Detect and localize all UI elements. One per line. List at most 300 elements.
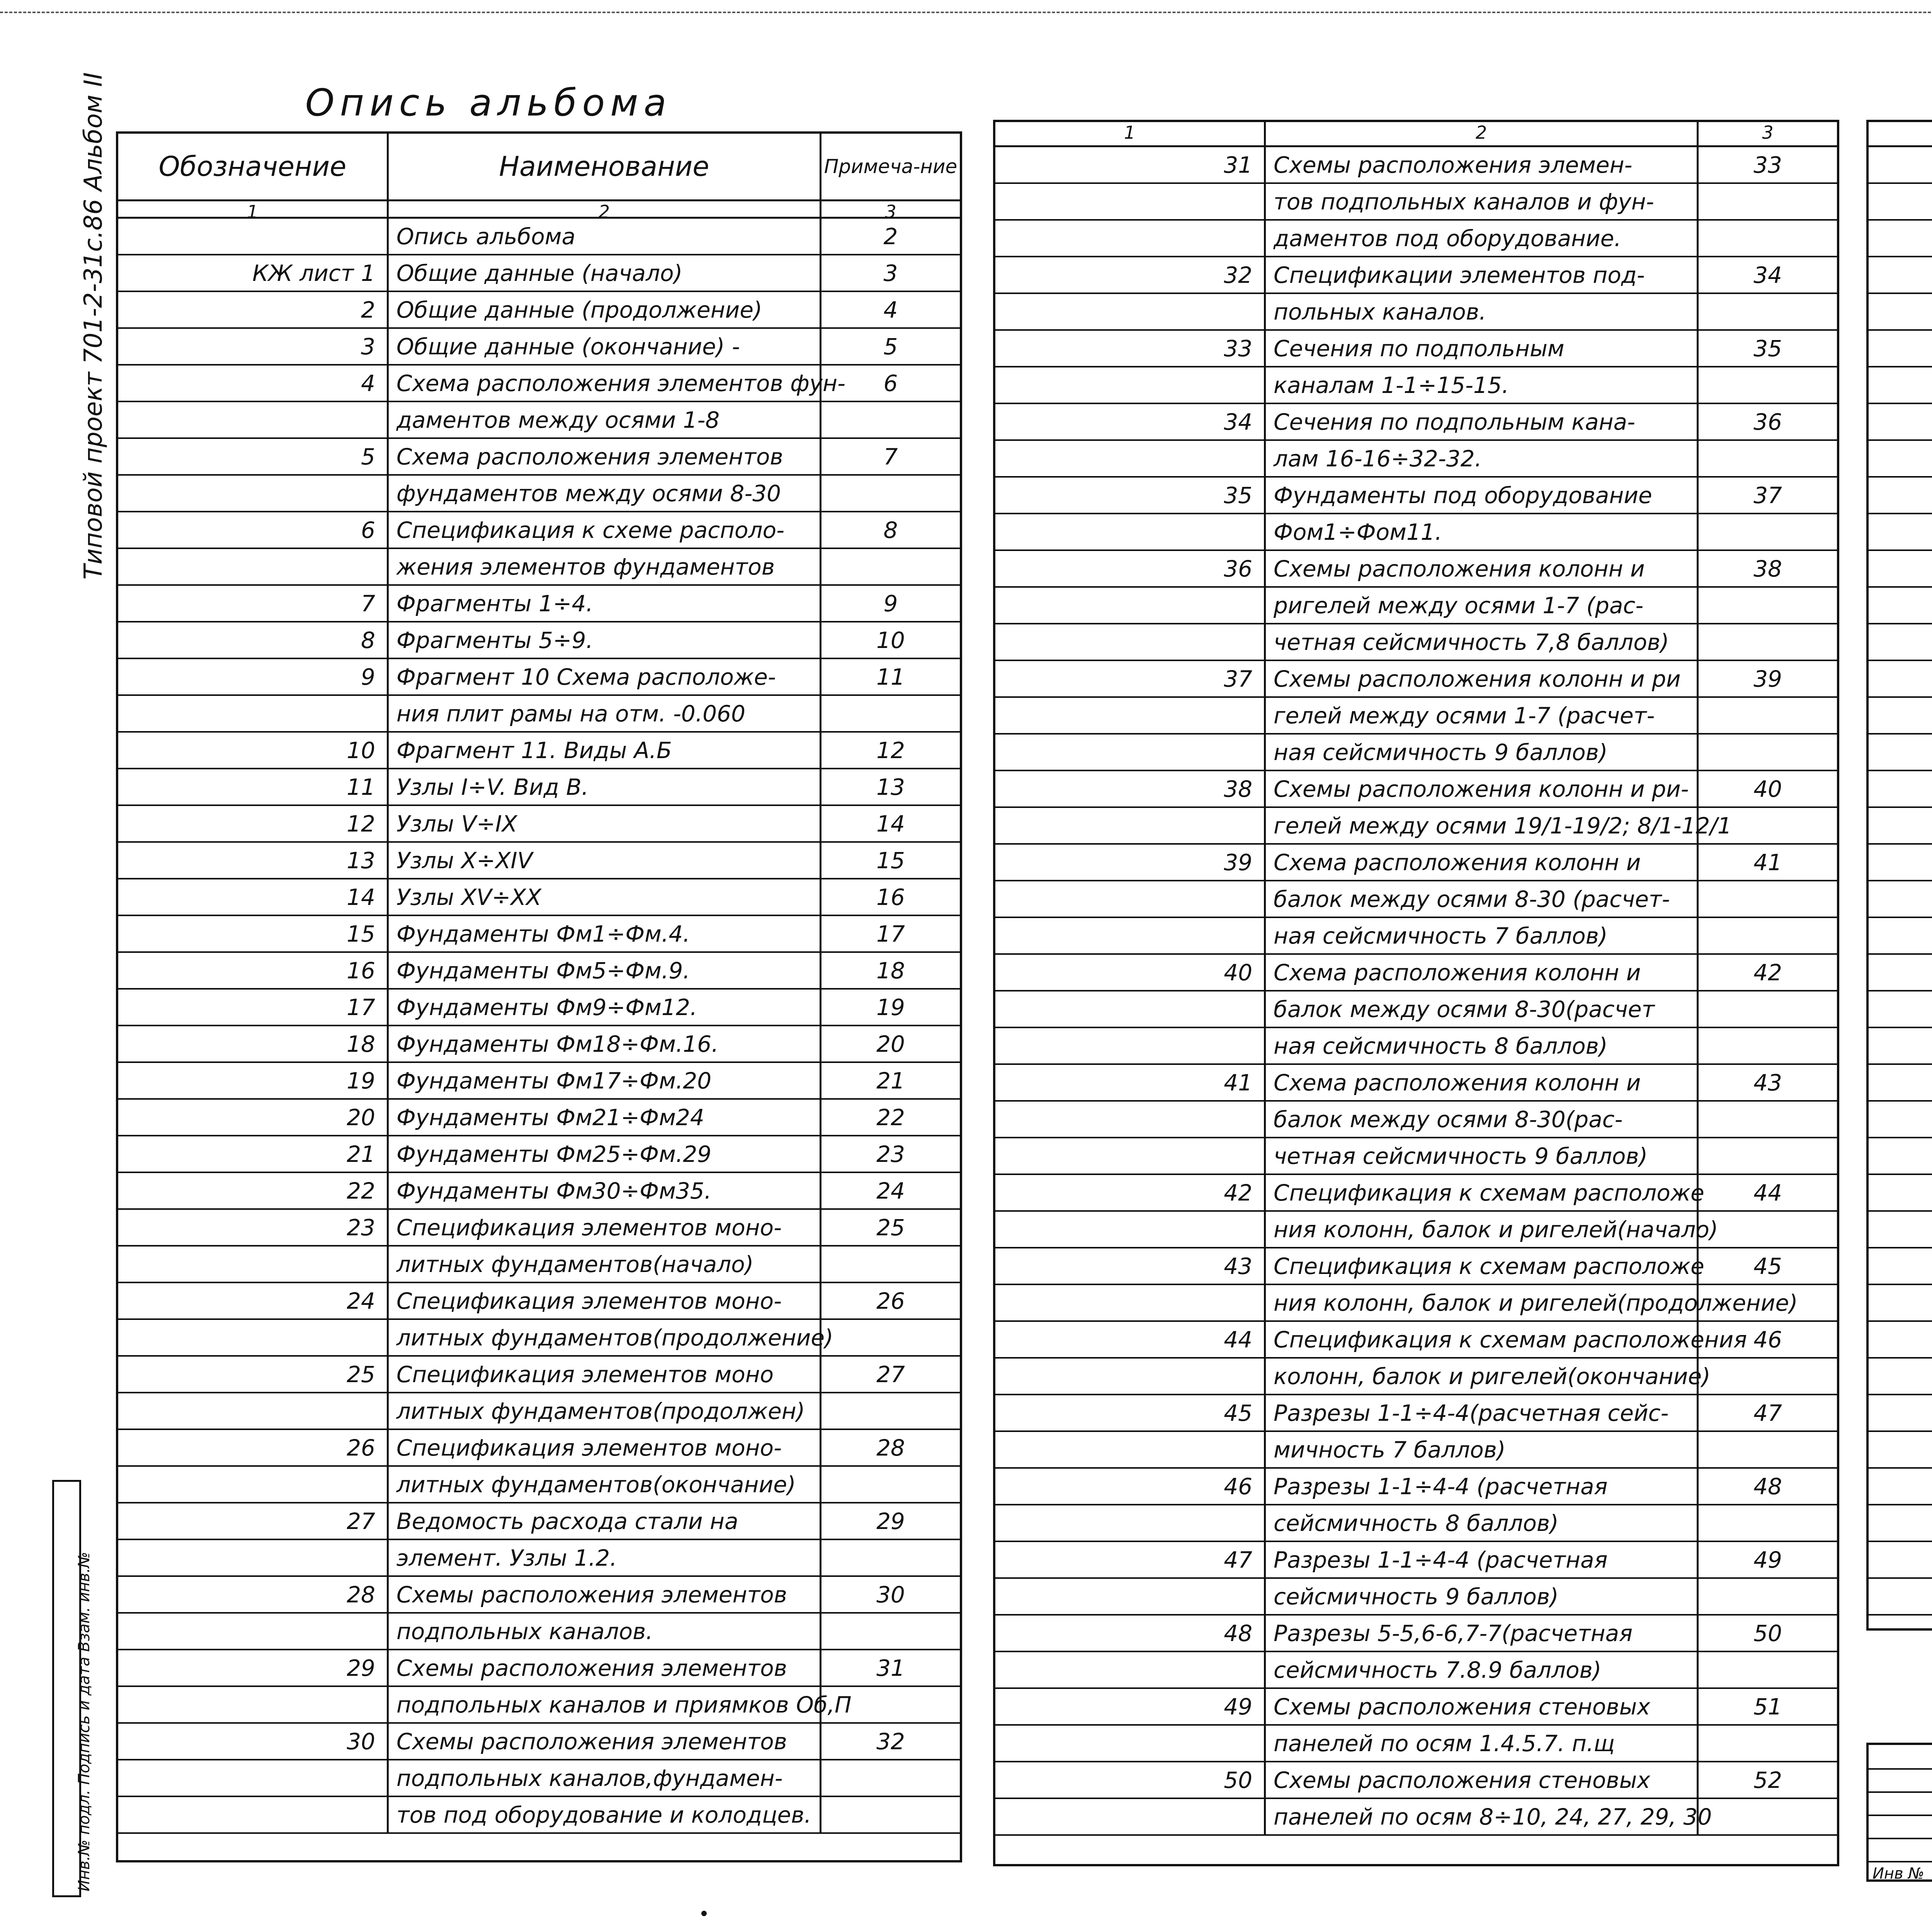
cell-name: Спецификация элементов моно- xyxy=(389,1283,821,1318)
cell-name: тов подпольных каналов и фун- xyxy=(1266,184,1699,219)
cell-designation: 12 xyxy=(118,806,389,841)
table-row xyxy=(995,441,1837,478)
cell-designation xyxy=(118,1320,389,1355)
table-album-list-2-body xyxy=(995,122,1837,1836)
cell-note: 44 xyxy=(1753,1179,1782,1206)
cell-designation xyxy=(1869,1248,1932,1284)
table-row xyxy=(995,1432,1837,1469)
cell-designation xyxy=(1869,147,1932,182)
table-row xyxy=(995,735,1837,771)
cell-designation xyxy=(1869,1505,1932,1541)
cell-designation xyxy=(118,476,389,511)
cell-note: 47 xyxy=(1753,1400,1782,1426)
cell-note: 7 xyxy=(883,443,898,470)
cell-designation xyxy=(995,918,1266,953)
cell-name: Узлы X÷XIV xyxy=(389,843,821,878)
cell-designation xyxy=(1869,551,1932,586)
cell-name: Общие данные (окончание) - xyxy=(389,329,821,364)
cut-line-top xyxy=(0,12,1932,13)
cell-name: подпольных каналов. xyxy=(389,1614,821,1649)
cell-designation xyxy=(995,367,1266,403)
table-row xyxy=(995,478,1837,514)
cell-designation: 25 xyxy=(118,1357,389,1392)
cell-note: 41 xyxy=(1753,849,1782,876)
table-row xyxy=(995,1212,1837,1248)
table-row xyxy=(118,1210,960,1247)
table-row xyxy=(118,1540,960,1577)
table-row xyxy=(118,1797,960,1834)
cell-designation xyxy=(995,808,1266,843)
cell-designation: 49 xyxy=(995,1689,1266,1724)
cell-designation: 11 xyxy=(118,769,389,804)
cell-name: четная сейсмичность 7,8 баллов) xyxy=(1266,624,1699,660)
cell-note: 12 xyxy=(876,737,905,764)
cell-note: 13 xyxy=(876,774,905,800)
table-row xyxy=(118,1320,960,1357)
cell-name: Фундаменты Фм17÷Фм.20 xyxy=(389,1063,821,1098)
cell-name: Схемы расположения стеновых xyxy=(1266,1762,1699,1798)
cell-note: 4 xyxy=(883,296,898,323)
cell-name: подпольных каналов,фундамен- xyxy=(389,1760,821,1796)
cell-note xyxy=(1699,221,1837,256)
table-row xyxy=(118,1577,960,1614)
cell-designation: 21 xyxy=(118,1136,389,1172)
cell-name: ригелей между осями 1-7 (рас- xyxy=(1266,588,1699,623)
cell-designation xyxy=(1869,441,1932,476)
cell-designation: 26 xyxy=(118,1430,389,1465)
cell-designation: 43 xyxy=(995,1248,1266,1284)
cell-name: каналам 1-1÷15-15. xyxy=(1266,367,1699,403)
cell-note: 33 xyxy=(1753,151,1782,178)
table-row xyxy=(995,294,1837,331)
table-row xyxy=(118,1100,960,1136)
cell-note xyxy=(821,1393,960,1429)
cell-note xyxy=(1699,367,1837,403)
col-header-designation: Обозначение xyxy=(118,134,389,199)
table-row xyxy=(995,1102,1837,1138)
cell-designation xyxy=(1869,881,1932,917)
table-row xyxy=(118,1063,960,1100)
cell-name: Узлы I÷V. Вид В. xyxy=(389,769,821,804)
table-row xyxy=(1869,1248,1932,1285)
cell-designation: 2 xyxy=(118,292,389,327)
cell-note: 21 xyxy=(876,1067,905,1094)
table-row xyxy=(1869,1028,1932,1065)
cell-note: 37 xyxy=(1753,482,1782,509)
table-row xyxy=(995,1689,1837,1726)
approval-stamp-text: Инв.№ подл. Подпись и дата Взам. инв.№ xyxy=(75,1552,93,1891)
cell-note: 17 xyxy=(876,920,905,947)
table-row xyxy=(1869,771,1932,808)
cell-note xyxy=(821,1797,960,1832)
cell-designation xyxy=(1869,1322,1932,1357)
table-row xyxy=(1869,184,1932,221)
table-row xyxy=(118,549,960,586)
cell-name: Разрезы 1-1÷4-4(расчетная сейс- xyxy=(1266,1395,1699,1430)
cell-note: 24 xyxy=(876,1177,905,1204)
cell-designation xyxy=(995,1138,1266,1173)
table-row xyxy=(1869,478,1932,514)
cell-note xyxy=(821,476,960,511)
cell-note: 50 xyxy=(1753,1620,1782,1646)
cell-name: сейсмичность 7.8.9 баллов) xyxy=(1266,1652,1699,1687)
cell-designation xyxy=(1869,404,1932,439)
cell-name: Узлы V÷IX xyxy=(389,806,821,841)
cell-designation xyxy=(995,1652,1266,1687)
table-row xyxy=(995,367,1837,404)
cell-name: Спецификация к схемам расположения xyxy=(1266,1322,1699,1357)
cell-designation xyxy=(995,441,1266,476)
cell-designation xyxy=(1869,1102,1932,1137)
cell-name: литных фундаментов(окончание) xyxy=(389,1467,821,1502)
cell-note: 45 xyxy=(1753,1253,1782,1279)
cell-note xyxy=(1699,441,1837,476)
table-row xyxy=(1869,367,1932,404)
table-row xyxy=(995,1285,1837,1322)
table-row xyxy=(118,1173,960,1210)
cell-note xyxy=(821,1540,960,1575)
cell-name: Схема расположения колонн и xyxy=(1266,955,1699,990)
table-row xyxy=(995,1248,1837,1285)
cell-name: Фундаменты Фм18÷Фм.16. xyxy=(389,1026,821,1061)
cell-note: 20 xyxy=(876,1031,905,1057)
table-row xyxy=(995,1395,1837,1432)
cell-note: 2 xyxy=(883,223,898,250)
cell-designation: 16 xyxy=(118,953,389,988)
table-row xyxy=(1869,551,1932,588)
cell-designation xyxy=(1869,367,1932,403)
cell-note xyxy=(1699,514,1837,549)
cell-note: 19 xyxy=(876,994,905,1020)
table-row xyxy=(1869,735,1932,771)
table-row xyxy=(995,661,1837,698)
cell-name: Схемы расположения колонн и ри- xyxy=(1266,771,1699,806)
cell-designation xyxy=(118,1797,389,1832)
cell-designation xyxy=(1869,661,1932,696)
cell-note xyxy=(1699,1799,1837,1834)
title-block-rule xyxy=(1869,1861,1932,1862)
title-block-rule xyxy=(1869,1768,1932,1770)
cell-name: Узлы XV÷XX xyxy=(389,879,821,915)
table-row xyxy=(1869,661,1932,698)
title-block-rule xyxy=(1869,1791,1932,1793)
cell-designation: 42 xyxy=(995,1175,1266,1210)
cell-note: 10 xyxy=(876,627,905,653)
table-row xyxy=(118,1247,960,1283)
cell-designation: 32 xyxy=(995,257,1266,293)
table-row xyxy=(1869,845,1932,881)
cell-designation xyxy=(995,514,1266,549)
cell-name: Фрагмент 10 Схема расположе- xyxy=(389,659,821,694)
cell-designation: 31 xyxy=(995,147,1266,182)
cell-note: 31 xyxy=(876,1655,905,1681)
cell-designation xyxy=(1869,992,1932,1027)
cell-name: литных фундаментов(продолжение) xyxy=(389,1320,821,1355)
cell-designation: 24 xyxy=(118,1283,389,1318)
cell-designation: 48 xyxy=(995,1616,1266,1651)
table-row xyxy=(118,990,960,1026)
cell-designation xyxy=(995,294,1266,329)
table-row xyxy=(1869,1285,1932,1322)
table-row xyxy=(118,806,960,843)
cell-designation xyxy=(1869,1065,1932,1100)
table-row xyxy=(1869,1102,1932,1138)
cell-note xyxy=(821,1687,960,1722)
cell-note: 38 xyxy=(1753,555,1782,582)
cell-designation xyxy=(1869,1395,1932,1430)
cell-note xyxy=(1699,698,1837,733)
cell-name: Спецификации элементов под- xyxy=(1266,257,1699,293)
cell-designation xyxy=(1869,221,1932,256)
cell-note xyxy=(1699,1212,1837,1247)
cell-name: колонн, балок и ригелей(окончание) xyxy=(1266,1359,1699,1394)
cell-name: Опись альбома xyxy=(389,219,821,254)
cell-name: ная сейсмичность 8 баллов) xyxy=(1266,1028,1699,1063)
cell-note: 43 xyxy=(1753,1069,1782,1096)
table-row xyxy=(995,1359,1837,1395)
table-row xyxy=(995,1726,1837,1762)
table-row xyxy=(995,1469,1837,1505)
cell-note: 26 xyxy=(876,1287,905,1314)
cell-note: 49 xyxy=(1753,1546,1782,1573)
cell-note xyxy=(821,1247,960,1282)
cell-name: тов под оборудование и колодцев. xyxy=(389,1797,821,1832)
table-row xyxy=(118,1393,960,1430)
table-row xyxy=(995,698,1837,735)
col-number xyxy=(1869,122,1932,145)
cell-name: Схема расположения колонн и xyxy=(1266,1065,1699,1100)
table-row xyxy=(1869,955,1932,992)
cell-name: Фрагменты 5÷9. xyxy=(389,622,821,658)
cell-designation xyxy=(995,1212,1266,1247)
cell-designation xyxy=(118,1687,389,1722)
cell-designation: 38 xyxy=(995,771,1266,806)
table-row xyxy=(1869,1322,1932,1359)
cell-name: Спецификация элементов моно- xyxy=(389,1430,821,1465)
table-row xyxy=(118,329,960,366)
cell-name: балок между осями 8-30 (расчет- xyxy=(1266,881,1699,917)
table-row xyxy=(118,1503,960,1540)
col-number: 1 xyxy=(118,201,389,217)
cell-note xyxy=(821,1760,960,1796)
cell-designation xyxy=(1869,771,1932,806)
table-row xyxy=(995,331,1837,367)
cell-note xyxy=(1699,881,1837,917)
cell-designation xyxy=(1869,478,1932,513)
cell-name: сейсмичность 9 баллов) xyxy=(1266,1579,1699,1614)
cell-designation xyxy=(118,1393,389,1429)
table-row xyxy=(995,881,1837,918)
cell-name: Общие данные (начало) xyxy=(389,255,821,291)
table-row xyxy=(995,1652,1837,1689)
cell-name: Схемы расположения элемен- xyxy=(1266,147,1699,182)
cell-designation xyxy=(995,992,1266,1027)
cell-name: панелей по осям 8÷10, 24, 27, 29, 30 xyxy=(1266,1799,1699,1834)
table-row xyxy=(118,1724,960,1760)
table-row xyxy=(995,808,1837,845)
cell-name: жения элементов фундаментов xyxy=(389,549,821,584)
cell-note: 32 xyxy=(876,1728,905,1755)
col-number: 3 xyxy=(1762,122,1774,143)
table-row xyxy=(1869,221,1932,257)
table-row xyxy=(118,1467,960,1503)
table-row xyxy=(995,624,1837,661)
cell-designation: 20 xyxy=(118,1100,389,1135)
col-header-note: Примеча-ние xyxy=(824,155,957,178)
cell-name: гелей между осями 19/1-19/2; 8/1-12/1 xyxy=(1266,808,1699,843)
cell-name: Фрагменты 1÷4. xyxy=(389,586,821,621)
cell-note: 35 xyxy=(1753,335,1782,362)
cell-name: польных каналов. xyxy=(1266,294,1699,329)
cell-note: 48 xyxy=(1753,1473,1782,1500)
table-row xyxy=(1869,1138,1932,1175)
cell-note: 6 xyxy=(883,370,898,396)
cell-designation xyxy=(1869,845,1932,880)
cell-note: 34 xyxy=(1753,262,1782,288)
cell-designation: КЖ лист 1 xyxy=(118,255,389,291)
cell-designation xyxy=(1869,1028,1932,1063)
cell-name: Фундаменты Фм5÷Фм.9. xyxy=(389,953,821,988)
cell-note xyxy=(821,549,960,584)
cell-name: Сечения по подпольным кана- xyxy=(1266,404,1699,439)
cell-note xyxy=(1699,624,1837,660)
cell-name: Фундаменты Фм30÷Фм35. xyxy=(389,1173,821,1208)
cell-designation: 8 xyxy=(118,622,389,658)
col-number-row xyxy=(995,122,1837,147)
table-row xyxy=(118,879,960,916)
cell-designation: 17 xyxy=(118,990,389,1025)
table-row xyxy=(995,845,1837,881)
cell-designation: 6 xyxy=(118,512,389,548)
cell-name: ния колонн, балок и ригелей(продолжение) xyxy=(1266,1285,1699,1320)
table-row xyxy=(118,402,960,439)
cell-designation: 40 xyxy=(995,955,1266,990)
cell-note xyxy=(1699,808,1837,843)
table-row xyxy=(1869,1395,1932,1432)
cell-designation xyxy=(995,184,1266,219)
cell-name: Фундаменты Фм1÷Фм.4. xyxy=(389,916,821,951)
cell-name: Схемы расположения колонн и ри xyxy=(1266,661,1699,696)
table-row xyxy=(995,1175,1837,1212)
cell-name: Спецификация к схемам расположе xyxy=(1266,1175,1699,1210)
cell-name: Общие данные (продолжение) xyxy=(389,292,821,327)
cell-name: ния плит рамы на отм. -0.060 xyxy=(389,696,821,731)
cell-designation: 22 xyxy=(118,1173,389,1208)
cell-designation xyxy=(118,402,389,437)
table-row xyxy=(995,1138,1837,1175)
table-row xyxy=(1869,1065,1932,1102)
cell-name: мичность 7 баллов) xyxy=(1266,1432,1699,1467)
cell-name: Разрезы 1-1÷4-4 (расчетная xyxy=(1266,1469,1699,1504)
cell-name: даментов между осями 1-8 xyxy=(389,402,821,437)
col-number: 1 xyxy=(995,122,1266,145)
cell-designation: 7 xyxy=(118,586,389,621)
table-row xyxy=(118,255,960,292)
album-title: Опись альбома xyxy=(305,81,672,124)
cell-note: 9 xyxy=(883,590,898,617)
table-row xyxy=(1869,1212,1932,1248)
cell-note xyxy=(1699,1138,1837,1173)
table-row xyxy=(118,1026,960,1063)
cell-note xyxy=(1699,294,1837,329)
table-row xyxy=(1869,294,1932,331)
cell-designation: 19 xyxy=(118,1063,389,1098)
table-row xyxy=(995,514,1837,551)
cell-name: литных фундаментов(продолжен) xyxy=(389,1393,821,1429)
table-row xyxy=(995,918,1837,955)
cell-name: лам 16-16÷32-32. xyxy=(1266,441,1699,476)
cell-designation xyxy=(995,1359,1266,1394)
col-number: 2 xyxy=(1266,122,1699,145)
table-row xyxy=(1869,147,1932,184)
cell-designation: 5 xyxy=(118,439,389,474)
cell-designation xyxy=(995,624,1266,660)
cell-name: Схема расположения элементов фун- xyxy=(389,366,821,401)
cell-designation: 18 xyxy=(118,1026,389,1061)
col-number-row xyxy=(1869,122,1932,147)
cell-note xyxy=(1699,1102,1837,1137)
scan-dot xyxy=(701,1911,707,1916)
table-rows xyxy=(118,219,960,1834)
table-row xyxy=(1869,1505,1932,1542)
cell-note xyxy=(1699,918,1837,953)
cell-note: 27 xyxy=(876,1361,905,1388)
cell-name: Фом1÷Фом11. xyxy=(1266,514,1699,549)
cell-designation xyxy=(1869,1579,1932,1614)
cell-designation xyxy=(118,1247,389,1282)
cell-designation xyxy=(995,1028,1266,1063)
cell-designation xyxy=(995,735,1266,770)
cell-note: 14 xyxy=(876,810,905,837)
cell-note: 46 xyxy=(1753,1326,1782,1353)
cell-designation: 34 xyxy=(995,404,1266,439)
cell-note xyxy=(821,696,960,731)
col-number: 3 xyxy=(885,201,896,222)
table-row xyxy=(118,476,960,512)
cell-designation xyxy=(995,1432,1266,1467)
cell-name: Фундаменты под оборудование xyxy=(1266,478,1699,513)
table-row xyxy=(995,955,1837,992)
cell-designation: 47 xyxy=(995,1542,1266,1577)
cell-designation xyxy=(1869,184,1932,219)
cell-name: гелей между осями 1-7 (расчет- xyxy=(1266,698,1699,733)
table-row xyxy=(995,147,1837,184)
cell-designation xyxy=(118,696,389,731)
cell-designation xyxy=(995,1579,1266,1614)
table-row xyxy=(995,1542,1837,1579)
cell-designation xyxy=(995,1285,1266,1320)
table-row xyxy=(1869,1579,1932,1616)
cell-designation xyxy=(1869,1212,1932,1247)
table-row xyxy=(1869,698,1932,735)
cell-note xyxy=(821,1320,960,1355)
cell-note: 29 xyxy=(876,1508,905,1534)
cell-note xyxy=(1699,1432,1837,1467)
cell-designation xyxy=(1869,257,1932,293)
cell-note xyxy=(1699,1028,1837,1063)
cell-note: 40 xyxy=(1753,776,1782,802)
cell-note: 16 xyxy=(876,884,905,910)
table-row xyxy=(118,1650,960,1687)
cell-designation xyxy=(1869,735,1932,770)
table-row xyxy=(118,843,960,879)
table-row xyxy=(995,1505,1837,1542)
table-row xyxy=(118,439,960,476)
table-row xyxy=(1869,918,1932,955)
cell-note xyxy=(1699,1505,1837,1541)
cell-designation: 29 xyxy=(118,1650,389,1685)
cell-name: Схемы расположения элементов xyxy=(389,1724,821,1759)
